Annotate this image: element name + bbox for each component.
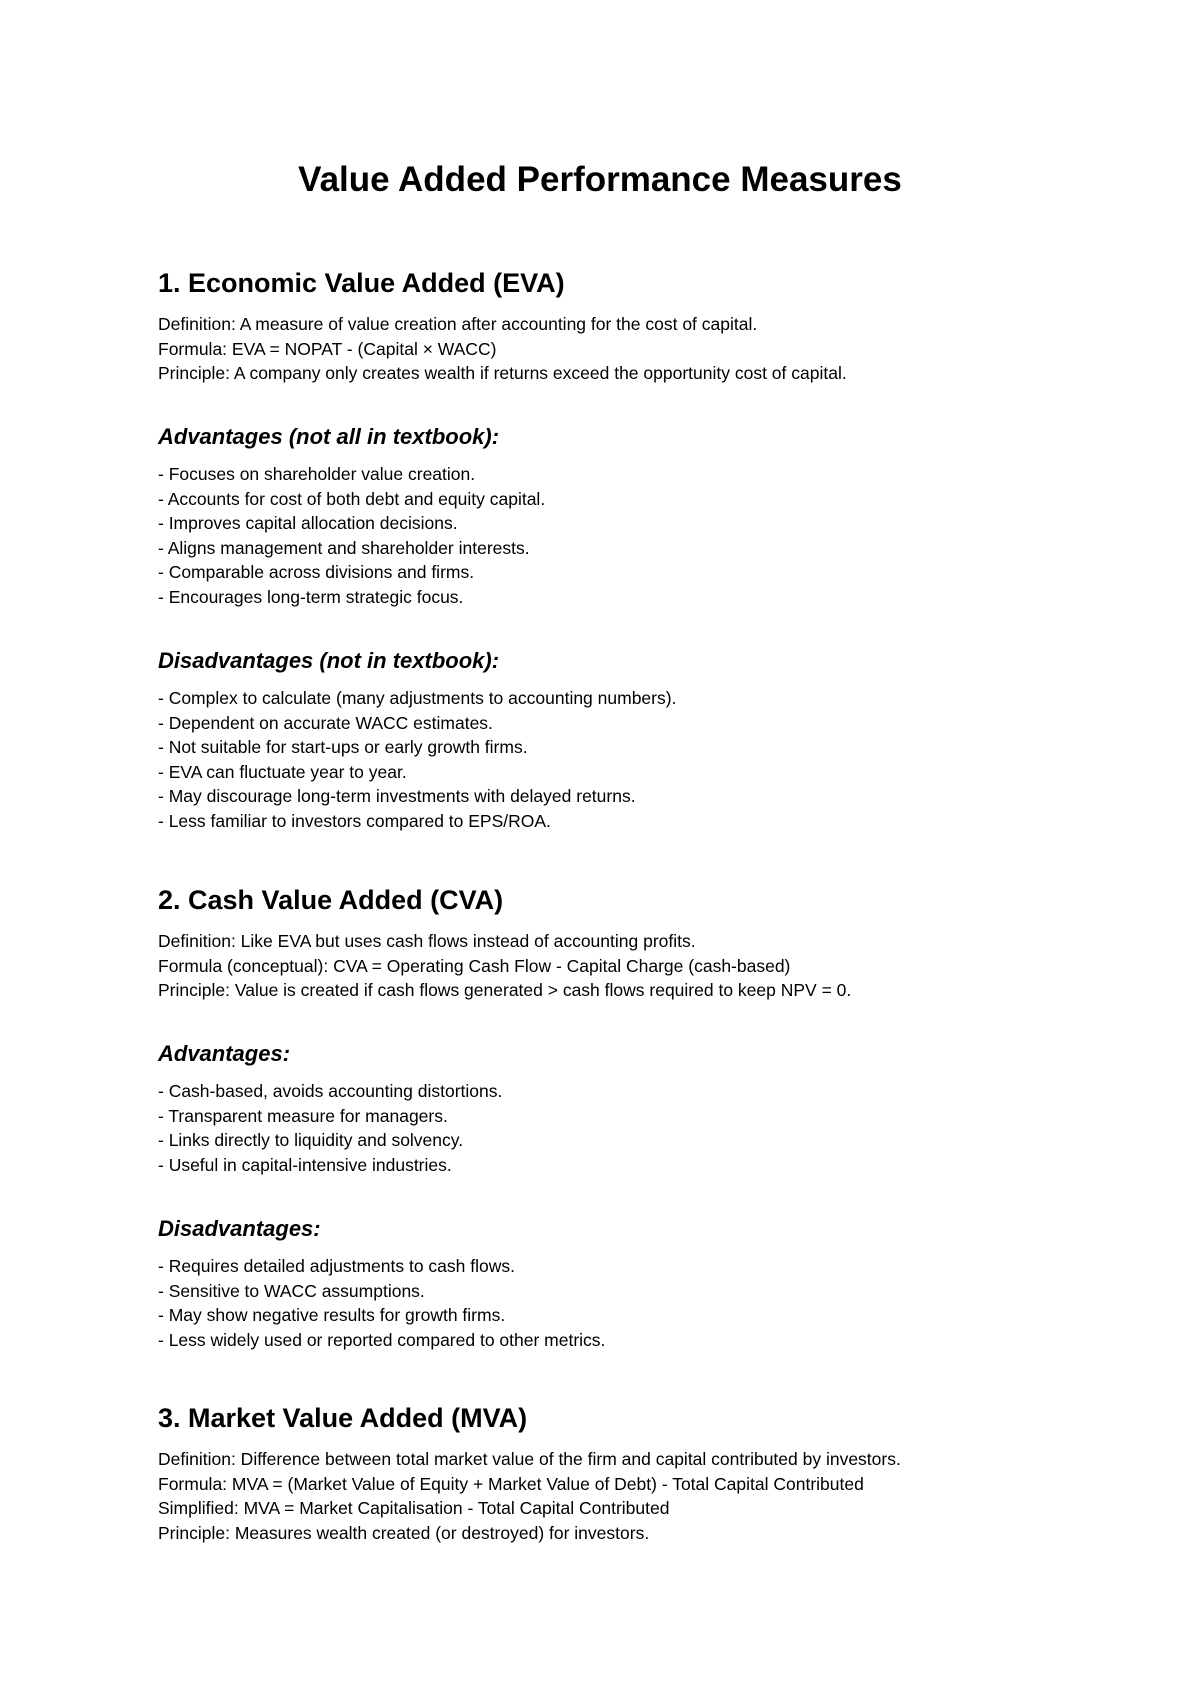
list-item: - Not suitable for start-ups or early growth firms. [158, 737, 528, 757]
list-item: - May show negative results for growth firms. [158, 1305, 506, 1325]
list-item: - Less familiar to investors compared to EPS/ROA. [158, 810, 551, 831]
list-item: - Sensitive to WACC assumptions. [158, 1280, 425, 1301]
section-heading-cva: 2. Cash Value Added (CVA) [158, 885, 504, 915]
list-item: - EVA can fluctuate year to year. [158, 761, 407, 782]
cva-disadvantages-heading: Disadvantages: [158, 1216, 321, 1241]
cva-principle: Principle: Value is created if cash flows generated > cash flows required to keep NPV = 0. [158, 980, 852, 1000]
mva-description [158, 1447, 901, 1545]
mva-simplified: Simplified: MVA = Market Capitalisation - Total Capital Contributed [158, 1498, 670, 1518]
eva-advantages-heading: Advantages (not all in textbook): [158, 424, 500, 449]
list-item: - Comparable across divisions and firms. [158, 562, 475, 582]
list-item: - Focuses on shareholder value creation. [158, 464, 476, 484]
section-heading-eva: 1. Economic Value Added (EVA) [158, 268, 565, 298]
eva-disadvantages-heading: Disadvantages (not in textbook): [158, 648, 500, 673]
eva-disadvantages-list [158, 686, 676, 833]
cva-advantages-heading: Advantages: [158, 1041, 291, 1066]
list-item: - Useful in capital-intensive industries. [158, 1154, 452, 1175]
eva-principle: Principle: A company only creates wealth if returns exceed the opportunity cost of capital. [158, 363, 847, 383]
list-item: - Complex to calculate (many adjustments to accounting numbers). [158, 688, 677, 708]
list-item: - Less widely used or reported compared to other metrics. [158, 1329, 606, 1350]
cva-formula: Formula (conceptual): CVA = Operating Cash Flow - Capital Charge (cash-based) [158, 955, 791, 976]
cva-description [158, 929, 851, 1003]
list-item: - Links directly to liquidity and solvency. [158, 1130, 464, 1150]
list-item: - Accounts for cost of both debt and equity capital. [158, 488, 546, 509]
list-item: - Encourages long-term strategic focus. [158, 586, 464, 607]
list-item: - May discourage long-term investments with delayed returns. [158, 786, 636, 806]
list-item: - Transparent measure for managers. [158, 1105, 448, 1126]
list-item: - Cash-based, avoids accounting distortions. [158, 1081, 503, 1101]
list-item: - Improves capital allocation decisions. [158, 513, 458, 533]
page-title: Value Added Performance Measures [298, 160, 902, 199]
eva-formula: Formula: EVA = NOPAT - (Capital × WACC) [158, 338, 497, 359]
list-item: - Aligns management and shareholder interests. [158, 537, 530, 558]
cva-definition: Definition: Like EVA but uses cash flows instead of accounting profits. [158, 931, 696, 951]
list-item: - Requires detailed adjustments to cash flows. [158, 1256, 515, 1276]
eva-description [158, 312, 847, 386]
mva-definition: Definition: Difference between total market value of the firm and capital contributed by investors. [158, 1449, 901, 1469]
mva-principle: Principle: Measures wealth created (or destroyed) for investors. [158, 1522, 650, 1543]
cva-disadvantages-list [158, 1254, 605, 1352]
eva-definition: Definition: A measure of value creation after accounting for the cost of capital. [158, 314, 758, 334]
list-item: - Dependent on accurate WACC estimates. [158, 712, 493, 733]
eva-advantages-list [158, 462, 545, 609]
cva-advantages-list [158, 1079, 502, 1177]
mva-formula: Formula: MVA = (Market Value of Equity + Market Value of Debt) - Total Capital Contributed [158, 1473, 864, 1494]
section-heading-mva: 3. Market Value Added (MVA) [158, 1403, 528, 1433]
